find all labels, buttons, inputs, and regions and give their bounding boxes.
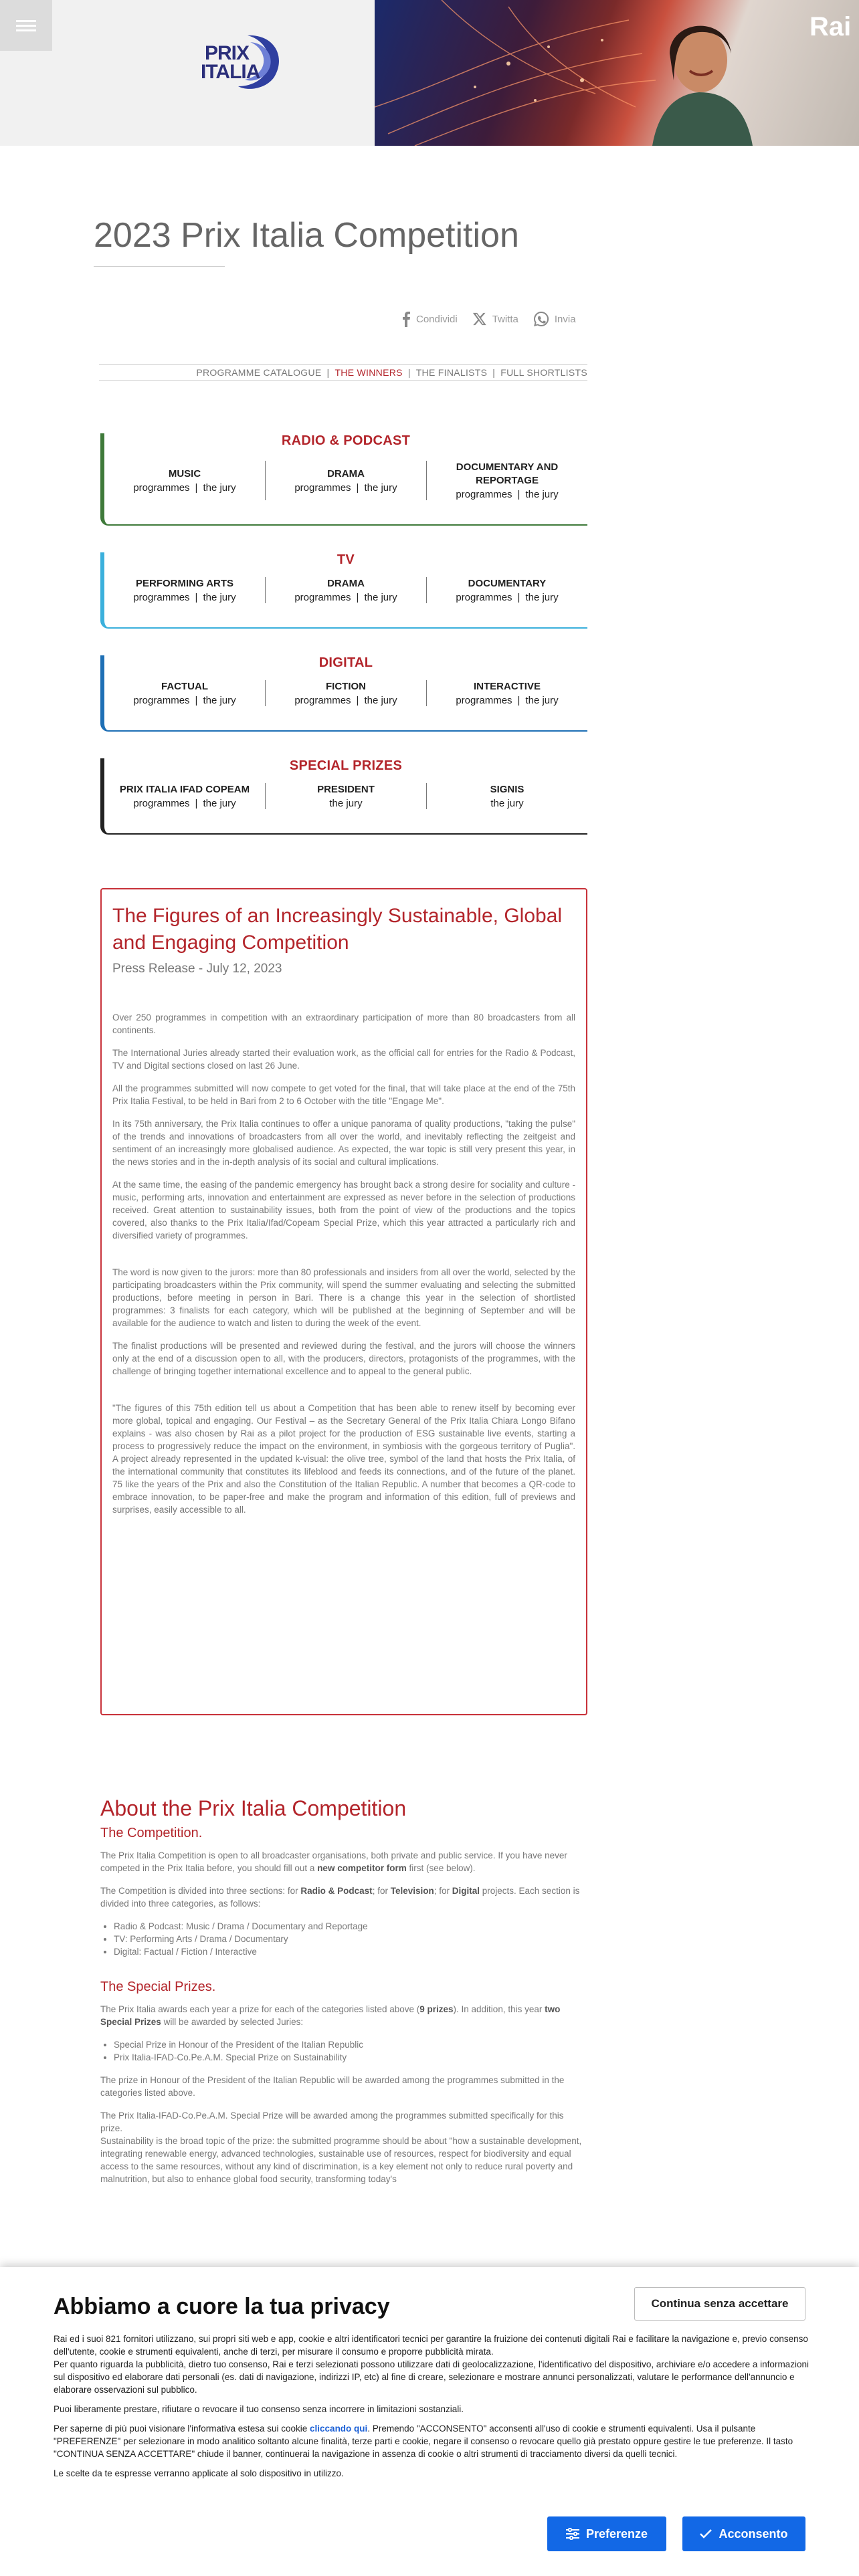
press-release-date: Press Release - July 12, 2023	[112, 962, 282, 976]
category-name: DOCUMENTARY AND REPORTAGE	[456, 461, 559, 486]
category-drama: DRAMA programmes | the jury	[265, 577, 426, 603]
cookie-banner	[0, 2267, 859, 2576]
cookie-paragraph: Le scelte da te espresse verranno applicate al solo dispositivo in utilizzo.	[54, 2468, 344, 2478]
cookie-paragraph: Per quanto riguarda la pubblicità, dietro tuo consenso, Rai e terzi selezionati possono utilizzare dati di geolocalizzazione, l'identificativo del dispositivo, archiviare e/o accedere a informazioni sul dispositivo ed elaborare dati personali (es. dati di navigazione, indirizzi IP, etc) al fine di creare, selezionare e mostrare annunci personalizzati, valutare le performance dell'annuncio e elaborare osservazioni sul pubblico.	[54, 2359, 809, 2395]
about-section	[100, 1827, 587, 2195]
about-paragraph: The prize in Honour of the President of the Italian Republic will be awarded among the programmes submitted in the categories listed above.	[100, 2075, 565, 2098]
page-title: 2023 Prix Italia Competition	[94, 216, 519, 255]
cookie-policy-link[interactable]: cliccando qui	[310, 2424, 368, 2434]
category-title-digital: DIGITAL	[318, 655, 373, 670]
logo-text-prix: PRIX	[205, 42, 250, 64]
special-prizes-list	[100, 2038, 587, 2064]
category-box-tv	[100, 552, 587, 629]
continue-without-accepting-button[interactable]: Continua senza accettare	[634, 2287, 805, 2321]
share-twitter[interactable]	[472, 311, 518, 327]
sliders-icon	[566, 2528, 579, 2540]
hamburger-icon	[16, 17, 36, 34]
x-twitter-icon	[472, 312, 487, 326]
sections-list	[100, 1920, 587, 1958]
facebook-icon	[401, 311, 411, 327]
subnav-the-winners[interactable]: THE WINNERS	[335, 367, 403, 378]
share-whatsapp-label: Invia	[554, 313, 576, 325]
category-name: MUSIC	[168, 468, 201, 479]
cookie-paragraph: Per saperne di più puoi visionare l'informativa estesa sui cookie cliccando qui. Premendo "ACCONSENTO" acconsenti all'uso di cookie e strumenti equivalenti. Usa il pulsante "PREFERENZE" per selezionare in modo analitico soltanto alcune finalità, terze parti e cookie, negare il consenso o revocare quello già prestato oppure gestire le tue preferenze. Il tasto "CONTINUA SENZA ACCETTARE" chiude il banner, continuerai la navigazione in assenza di cookie o altri strumenti di tracciamento diversi da quelli tecnici.	[54, 2424, 793, 2459]
category-title-radio: RADIO & PODCAST	[281, 433, 411, 448]
about-paragraph: Sustainability is the broad topic of the prize: the submitted programme should be about "how a sustainable development, integrating renewable energy, advanced technologies, sustainable use of resources, respect for biodiversity and equal access to the same resources, without any kind of discrimination, is a key element not only to reduce rural poverty and malnutrition, but also to enhance global food security, transforming today's	[100, 2136, 582, 2184]
list-item: • Prix Italia-IFAD-Co.Pe.A.M. Special Prize on Sustainability	[114, 2051, 587, 2064]
subnav-the-finalists[interactable]: THE FINALISTS	[415, 367, 488, 378]
press-release-title: The Figures of an Increasingly Sustainable, Global and Engaging Competition	[112, 905, 563, 954]
programmes-link[interactable]: programmes	[294, 482, 351, 494]
accept-button[interactable]	[682, 2516, 805, 2551]
jury-link[interactable]: the jury	[329, 798, 363, 809]
category-factual: FACTUAL programmes | the jury	[104, 680, 265, 706]
list-item: • TV: Performing Arts / Drama / Documentary	[114, 1933, 587, 1945]
site-header	[0, 0, 859, 146]
press-release-body	[112, 1011, 575, 1516]
category-title-tv: TV	[337, 552, 355, 567]
category-name: PERFORMING ARTS	[135, 578, 234, 589]
category-name: SIGNIS	[490, 784, 524, 795]
category-name: DRAMA	[327, 578, 365, 589]
category-president	[265, 783, 426, 809]
share-facebook-label: Condividi	[416, 313, 458, 325]
category-name: DOCUMENTARY	[468, 578, 547, 589]
press-paragraph: The International Juries already started their evaluation work, as the official call for entries for the Radio & Podcast, TV and Digital sections closed on last 26 June.	[112, 1048, 575, 1071]
programmes-link[interactable]: programmes	[456, 695, 512, 706]
preferences-button[interactable]	[547, 2516, 666, 2551]
category-name: FICTION	[326, 681, 366, 692]
cookie-paragraph: Puoi liberamente prestare, rifiutare o revocare il tuo consenso senza incorrere in limitazioni sostanziali.	[54, 2404, 464, 2414]
about-paragraph: The Prix Italia-IFAD-Co.Pe.A.M. Special Prize will be awarded among the programmes submitted specifically for this prize.	[100, 2111, 564, 2133]
prix-italia-logo[interactable]	[201, 30, 288, 97]
category-name: FACTUAL	[161, 681, 208, 692]
hero-image	[375, 0, 859, 146]
category-fiction: FICTION programmes | the jury	[265, 680, 426, 706]
programmes-link[interactable]: programmes	[133, 482, 190, 494]
category-signis	[426, 783, 587, 809]
subnav-separator: |	[407, 367, 411, 378]
jury-link[interactable]: the jury	[203, 695, 236, 706]
category-name: INTERACTIVE	[473, 681, 541, 692]
rai-logo[interactable]: Rai	[809, 12, 852, 41]
about-paragraph: The Competition is divided into three sections: for Radio & Podcast; for Television; for Digital projects. Each section is divided into three categories, as follows:	[100, 1886, 580, 1909]
cookie-paragraph: Rai ed i suoi 821 fornitori utilizzano, sui propri siti web e app, cookie e altri identificatori tecnici per garantire la fruizione dei contenuti digitali Rai e facilitare la navigazione e, previo consenso dell'utente, cookie e strumenti equivalenti, anche di terzi, per misurare il consumo e proporre pubblicità mirata.	[54, 2334, 808, 2357]
press-release-box	[100, 888, 587, 1715]
preferences-label: Preferenze	[585, 2527, 648, 2541]
logo-text-italia: ITALIA	[201, 61, 260, 83]
programmes-link[interactable]: programmes	[133, 798, 190, 809]
list-item: • Digital: Factual / Fiction / Interactive	[114, 1945, 587, 1958]
press-paragraph: "The figures of this 75th edition tell us about a Competition that has been able to renew itself by becoming ever more global, topical and engaging. Our Festival – as the Secretary General of the Prix Italia Chiara Longo Bifano explains - was also chosen by Rai as a pilot project for the production of ESG sustainable live events, starting a process to progressively reduce the impact on the environment, in symbiosis with the gorgeous territory of Puglia". A project already represented in the updated k-visual: the olive tree, symbol of the land that hosts the Prix Italia, of the international community that constitutes its lifeblood and feeds its connections, and of the future of the planet. 75 like the years of the Prix and also the Constitution of the Italian Republic. A number that becomes a QR-code to embrace innovation, to be paper-free and make the program and information of this edition, full of previews and surprises, easily accessible to all.	[112, 1403, 575, 1515]
category-performing-arts: PERFORMING ARTS programmes | the jury	[104, 577, 265, 603]
about-paragraph: The Prix Italia Competition is open to all broadcaster organisations, both private and public service. If you have never competed in the Prix Italia before, you should fill out a new competitor form first (see below).	[100, 1850, 567, 1873]
subnav-separator: |	[326, 367, 330, 378]
about-title: About the Prix Italia Competition	[100, 1796, 407, 1820]
category-box-radio	[100, 433, 587, 526]
share-twitter-label: Twitta	[492, 313, 518, 325]
press-paragraph: Over 250 programmes in competition with an extraordinary participation of more than 80 broadcasters from all continents.	[112, 1012, 575, 1035]
jury-link[interactable]: the jury	[490, 798, 524, 809]
special-prizes-heading: The Special Prizes.	[100, 1979, 216, 1994]
press-paragraph: At the same time, the easing of the pandemic emergency has brought back a strong desire for sociality and culture - music, performing arts, innovation and entertainment are expressed as never before in the selection of productions received. Great attention to sustainability issues, both from the point of view of the productions and the topics covered, also thanks to the Prix Italia/Ifad/Copeam Special Prize, which this year attracted a particularly rich and diversified variety of programmes.	[112, 1180, 575, 1241]
jury-link[interactable]: the jury	[525, 695, 559, 706]
programmes-link[interactable]: programmes	[133, 695, 190, 706]
press-paragraph: The finalist productions will be presented and reviewed during the festival, and the jurors will choose the winners only at the end of a discussion open to all, with the producers, directors, protagonists of the programmes, with the challenge of bringing together international excellence and to appeal to the general public.	[112, 1341, 575, 1376]
programmes-link[interactable]: programmes	[294, 592, 351, 603]
jury-link[interactable]: the jury	[203, 592, 236, 603]
check-icon	[700, 2529, 712, 2539]
whatsapp-icon	[533, 311, 549, 327]
category-box-digital	[100, 655, 587, 732]
subnav-full-shortlists[interactable]: FULL SHORTLISTS	[500, 367, 587, 378]
cookie-text	[54, 2333, 809, 2486]
category-interactive: INTERACTIVE programmes | the jury	[426, 680, 587, 706]
jury-link[interactable]: the jury	[203, 798, 236, 809]
hero-person-image	[626, 7, 773, 146]
category-title-special: SPECIAL PRIZES	[289, 758, 403, 773]
list-item: • Special Prize in Honour of the President of the Italian Republic	[114, 2038, 587, 2051]
title-divider	[94, 266, 225, 267]
jury-link[interactable]: the jury	[525, 592, 559, 603]
menu-button[interactable]	[0, 0, 52, 51]
share-whatsapp[interactable]	[533, 311, 576, 327]
section-subnav	[99, 364, 587, 381]
about-paragraph: The Prix Italia awards each year a prize for each of the categories listed above (9 prizes). In addition, this year two Special Prizes will be awarded by selected Juries:	[100, 2004, 561, 2027]
jury-link[interactable]: the jury	[525, 489, 559, 500]
competition-heading: The Competition.	[100, 1826, 203, 1840]
category-documentary: DOCUMENTARY programmes | the jury	[426, 577, 587, 603]
programmes-link[interactable]: programmes	[456, 489, 512, 500]
programmes-link[interactable]: programmes	[133, 592, 190, 603]
cookie-title: Abbiamo a cuore la tua privacy	[54, 2294, 390, 2319]
category-name: PRIX ITALIA IFAD COPEAM	[119, 784, 250, 795]
share-facebook[interactable]	[401, 311, 458, 327]
subnav-programme-catalogue[interactable]: PROGRAMME CATALOGUE	[196, 367, 322, 378]
category-name: DRAMA	[327, 468, 365, 479]
accept-label: Acconsento	[719, 2527, 788, 2541]
share-bar	[401, 311, 576, 327]
list-item: • Radio & Podcast: Music / Drama / Documentary and Reportage	[114, 1920, 587, 1933]
programmes-link[interactable]: programmes	[294, 695, 351, 706]
subnav-separator: |	[492, 367, 496, 378]
category-ifad-copeam: PRIX ITALIA IFAD COPEAM programmes | the jury	[104, 783, 265, 809]
category-music: MUSIC programmes | the jury	[104, 461, 265, 500]
category-drama: DRAMA programmes | the jury	[265, 461, 426, 500]
press-paragraph: All the programmes submitted will now compete to get voted for the final, that will take place at the end of the 75th Prix Italia Festival, to be held in Bari from 2 to 6 October with the title "Engage Me".	[112, 1083, 575, 1106]
category-name: PRESIDENT	[317, 784, 375, 795]
jury-link[interactable]: the jury	[203, 482, 236, 494]
jury-link[interactable]: the jury	[364, 482, 397, 494]
press-paragraph: In its 75th anniversary, the Prix Italia continues to offer a unique panorama of quality productions, "taking the pulse" of the trends and innovations of broadcasters from all over the world, and inevitably reflecting the zeitgeist and sentiment of an increasingly more globalised audience. As expected, the war topic is still very present this year, in the news stories and in the in-depth analysis of its social and cultural implications.	[112, 1119, 575, 1167]
category-documentary-reportage: DOCUMENTARY AND REPORTAGE programmes | the jury	[426, 461, 587, 500]
jury-link[interactable]: the jury	[364, 592, 397, 603]
press-paragraph: The word is now given to the jurors: more than 80 professionals and insiders from all over the world, selected by the participating broadcasters within the Prix community, will spend the summer evaluating and selecting the submitted productions, before meeting in person in Bari. There is a change this year in the selection of shortlisted programmes: 3 finalists for each category, which will be published at the beginning of September and will be available for the audience to watch and listen to during the week of the event.	[112, 1267, 575, 1328]
category-box-special	[100, 758, 587, 835]
new-competitor-form-text: new competitor form	[317, 1863, 407, 1873]
programmes-link[interactable]: programmes	[456, 592, 512, 603]
jury-link[interactable]: the jury	[364, 695, 397, 706]
